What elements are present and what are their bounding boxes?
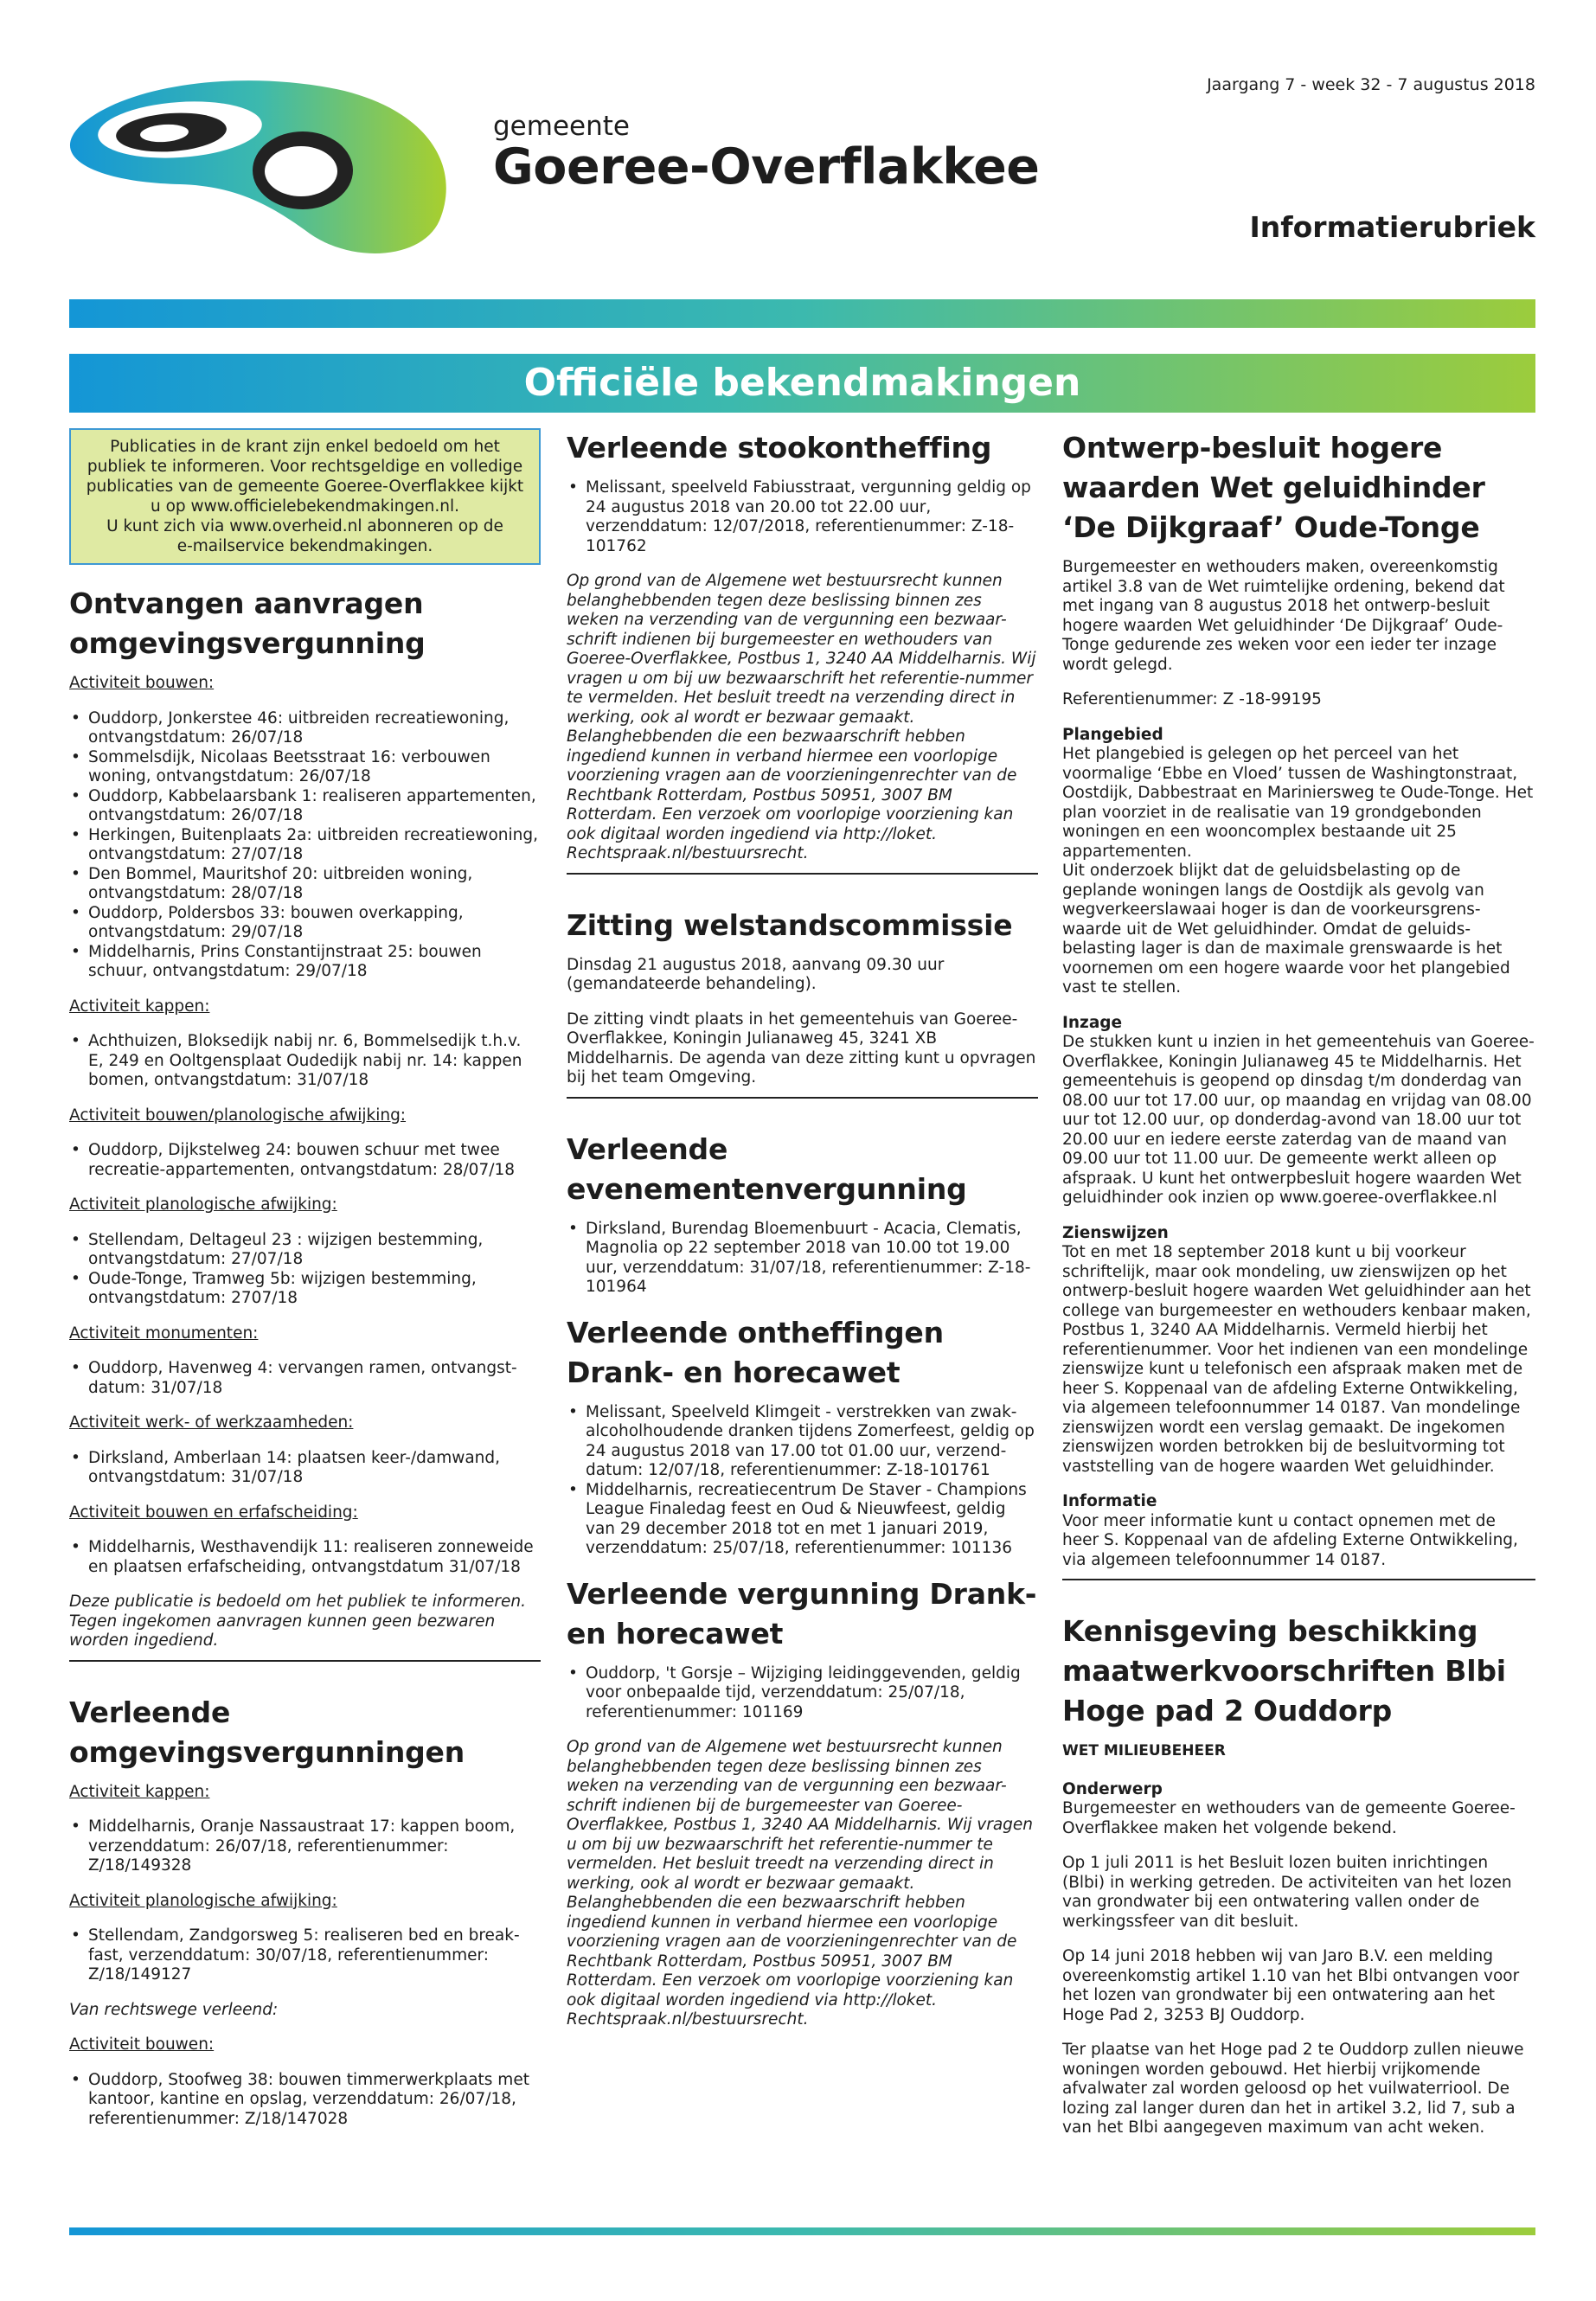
section-title: Ontvangen aanvragen omgevingsvergunning — [69, 586, 426, 660]
notice-line: U kunt zich via www.overheid.nl abonneren op de — [106, 517, 503, 535]
item-list — [69, 1359, 541, 1398]
issue-info: Jaargang 7 - week 32 - 7 augustus 2018 — [1207, 75, 1535, 94]
item-list — [567, 1403, 1038, 1559]
list-item: • Herkingen, Buitenplaats 2a: uitbreiden recreatiewoning, ontvangstdatum: 27/07/18 — [69, 826, 541, 865]
group-label: Activiteit bouwen en erfafscheiding: — [69, 1503, 358, 1522]
section-title: Ontwerp-besluit hogere waarden Wet geluidhinder ‘De Dijkgraaf’ Oude-Tonge — [1062, 431, 1485, 544]
item-list — [69, 1538, 541, 1577]
paragraph: De stukken kunt u inzien in het gemeentehuis van Goeree-Overflakkee, Koningin Julianaweg 45 te Middelharnis. Het gemeentehuis is geopend op dinsdag t/m donderdag van 08.00 uur tot 17.00 uur, op maandag en vrijdag van 08.00 uur tot 12.00 uur, op donderdag-avond van 18.00 uur tot 20.00 uur en iedere eerste zaterdag van de maand van 09.00 uur tot 11.00 uur. De gemeente werkt alleen op afspraak. U kunt het ontwerpbesluit hogere waarden Wet geluidhinder ook inzien op www.goeree-overflakkee.nl — [1062, 1033, 1535, 1207]
list-item: • Ouddorp, Havenweg 4: vervangen ramen, ontvangst-datum: 31/07/18 — [69, 1359, 541, 1398]
item-list — [567, 1220, 1038, 1298]
paragraph: Dinsdag 21 augustus 2018, aanvang 09.30 uur (gemandateerde behandeling). — [567, 955, 945, 993]
group-label: Activiteit bouwen/planologische afwijking: — [69, 1106, 407, 1125]
item-list — [69, 709, 541, 982]
item-list — [69, 2071, 541, 2130]
list-item: • Melissant, Speelveld Klimgeit - verstrekken van zwak-alcoholhoudende dranken tijdens Zomerfeest, geldig op 24 augustus 2018 van 17.00 tot 01.00 uur, verzend-datum: 12/07/18, referentienummer: Z-18-101761 — [567, 1403, 1038, 1481]
paragraph: Burgemeester en wethouders van de gemeente Goeree-Overflakkee maken het volgende bekend. — [1062, 1799, 1516, 1837]
list-item: • Achthuizen, Bloksedijk nabij nr. 6, Bommelsedijk t.h.v. E, 249 en Ooltgensplaat Oudedijk nabij nr. 14: kappen bomen, ontvangstdatum: 31/07/18 — [69, 1032, 541, 1091]
notice-box — [69, 428, 541, 565]
paragraph: Het plangebied is gelegen op het perceel van het voormalige ‘Ebbe en Vloed’ tussen de Washingtonstraat, Oostdijk, Dabbestraat en Mariniersweg te Oude-Tonge. Het plan voorziet in de realisatie van 19 grondgebonden woningen en een wooncomplex bestaande uit 25 appartementen. — [1062, 745, 1534, 861]
banner-title: Officiële bekendmakingen — [523, 361, 1081, 405]
list-item: • Sommelsdijk, Nicolaas Beetsstraat 16: verbouwen woning, ontvangstdatum: 26/07/18 — [69, 748, 541, 787]
list-item: • Middelharnis, recreatiecentrum De Staver - Champions League Finaledag feest en Oud & Nieuwfeest, geldig van 29 december 2018 tot en met 1 januari 2019, verzenddatum: 25/07/18, referentienummer: 101136 — [567, 1481, 1038, 1559]
section-title: Verleende ontheffingen Drank- en horecawet — [567, 1315, 944, 1389]
section-title: Verleende evenementenvergunning — [567, 1131, 967, 1206]
gradient-bar — [69, 299, 1535, 328]
divider — [1062, 1579, 1535, 1580]
group-label: Activiteit werk- of werkzaamheden: — [69, 1413, 354, 1432]
divider — [567, 1097, 1038, 1099]
section-title: Verleende omgevingsvergunningen — [69, 1695, 465, 1769]
list-item: • Middelharnis, Westhavendijk 11: realiseren zonneweide en plaatsen erfafscheiding, ontvangstdatum 31/07/18 — [69, 1538, 541, 1577]
subheading: Zienswijzen — [1062, 1223, 1169, 1242]
rechtswege-label: Van rechtswege verleend: — [69, 2000, 279, 2019]
brand-prefix: gemeente — [493, 111, 630, 142]
paragraph: Op 1 juli 2011 is het Besluit lozen buiten inrichtingen (Blbi) in werking getreden. De activiteiten van het lozen van grondwater bij een ontwatering vallen onder de werkingssfeer van dit besluit. — [1062, 1854, 1512, 1931]
item-list — [69, 1817, 541, 1876]
rubriek-title: Informatierubriek — [1249, 210, 1535, 244]
notice-line: publicaties van de gemeente Goeree-Overflakkee kijkt — [86, 478, 524, 496]
list-item: • Ouddorp, Dijkstelweg 24: bouwen schuur met twee recreatie-appartementen, ontvangstdatum: 28/07/18 — [69, 1141, 541, 1180]
gemeente-logo — [67, 74, 457, 260]
list-item: • Dirksland, Amberlaan 14: plaatsen keer-/damwand, ontvangstdatum: 31/07/18 — [69, 1449, 541, 1488]
subheading: Plangebied — [1062, 725, 1163, 744]
item-list — [69, 1231, 541, 1309]
section-title: Zitting welstandscommissie — [567, 907, 1013, 942]
bezwaar-text: Op grond van de Algemene wet bestuursrecht kunnen belanghebbenden tegen deze beslissing binnen zes weken na verzending van de vergunning een bezwaar-schrift indienen bij de burgemeester van Goeree-Overflakkee, Postbus 1, 3240 AA Middelharnis. Wij vragen u om bij uw bezwaarschrift het referentie-nummer te vermelden. Het besluit treedt na verzending direct in werking, ook al wordt er bezwaar gemaakt. Belanghebbenden die een bezwaarschrift hebben ingediend kunnen in verband hiermee een voorlopige voorziening vragen aan de voorzieningenrechter van de Rechtbank Rotterdam, Postbus 50951, 3007 BM Rotterdam. Een verzoek om voorlopige voorziening kan ook digitaal worden ingediend via http://loket. Rechtspraak.nl/bestuursrecht. — [567, 1738, 1034, 2029]
paragraph: Ter plaatse van het Hoge pad 2 te Ouddorp zullen nieuwe woningen worden gebouwd. Het hierbij vrijkomende afvalwater zal worden geloosd op het vuilwaterriool. De lozing zal langer duren dan het in artikel 3.2, lid 7, sub a van het Blbi aangegeven maximum van acht weken. — [1062, 2041, 1524, 2137]
column-2 — [567, 428, 1038, 2046]
list-item: • Middelharnis, Oranje Nassaustraat 17: kappen boom, verzenddatum: 26/07/18, referentienummer: Z/18/149328 — [69, 1817, 541, 1876]
notice-line: Publicaties in de krant zijn enkel bedoeld om het — [110, 438, 500, 456]
divider — [69, 1660, 541, 1662]
list-item: • Ouddorp, Kabbelaarsbank 1: realiseren appartementen, ontvangstdatum: 26/07/18 — [69, 787, 541, 826]
law-label: WET MILIEUBEHEER — [1062, 1742, 1226, 1759]
paragraph: De zitting vindt plaats in het gemeentehuis van Goeree-Overflakkee, Koningin Julianaweg 45, 3241 XB Middelharnis. De agenda van deze zitting kunt u opvragen bij het team Omgeving. — [567, 1009, 1036, 1086]
paragraph: Uit onderzoek blijkt dat de geluidsbelasting op de geplande woningen langs de Oostdijk als gevolg van wegverkeerslawaai hoger is dan de voorkeursgrens-waarde uit de Wet geluidhinder. Omdat de geluids-belasting lager is dan de maximale grenswaarde is het voornemen om een hogere waarde voor het plangebied vast te stellen. — [1062, 862, 1510, 997]
list-item: • Ouddorp, Poldersbos 33: bouwen overkapping, ontvangstdatum: 29/07/18 — [69, 904, 541, 943]
paragraph: Tot en met 18 september 2018 kunt u bij voorkeur schriftelijk, maar ook mondeling, uw zienswijzen op het ontwerp-besluit hogere waarden Wet geluidhinder aan het college van burgemeester en wethouders kenbaar maken, Postbus 1, 3240 AA Middelharnis. Vermeld hierbij het referentienummer. Voor het indienen van een mondelinge zienswijze kunt u telefonisch een afspraak maken met de heer S. Koppenaal van de afdeling Externe Ontwikkeling, via algemeen telefoonnummer 14 0187. Van mondelinge zienswijzen wordt een verslag gemaakt. De ingekomen zienswijzen worden betrokken bij de besluitvorming tot vaststelling van de hogere waarden Wet geluidhinder. — [1062, 1243, 1531, 1476]
footer-bar — [69, 2227, 1535, 2235]
item-list — [69, 1141, 541, 1180]
subheading: Inzage — [1062, 1013, 1123, 1032]
list-item: • Ouddorp, 't Gorsje – Wijziging leidinggevenden, geldig voor onbepaalde tijd, verzenddatum: 25/07/18, referentienummer: 101169 — [567, 1664, 1038, 1723]
banner — [69, 354, 1535, 413]
item-list — [69, 1032, 541, 1091]
subheading: Informatie — [1062, 1492, 1157, 1510]
column-3 — [1062, 428, 1535, 2138]
group-label: Activiteit bouwen: — [69, 674, 215, 692]
list-item: • Den Bommel, Mauritshof 20: uitbreiden woning, ontvangstdatum: 28/07/18 — [69, 865, 541, 904]
paragraph: Burgemeester en wethouders maken, overeenkomstig artikel 3.8 van de Wet ruimtelijke ordening, bekend dat met ingang van 8 augustus 2018 het ontwerp-besluit hogere waarden Wet geluidhinder ‘De Dijkgraaf’ Oude-Tonge gedurende zes weken voor een ieder ter inzage wordt gelegd. — [1062, 558, 1505, 674]
group-label: Activiteit kappen: — [69, 1782, 210, 1801]
group-label: Activiteit planologische afwijking: — [69, 1891, 337, 1910]
section-title: Kennisgeving beschikking maatwerkvoorschriften Blbi Hoge pad 2 Ouddorp — [1062, 1614, 1506, 1727]
bezwaar-text: Op grond van de Algemene wet bestuursrecht kunnen belanghebbenden tegen deze beslissing binnen zes weken na verzending van de vergunning een bezwaar-schrift indienen bij burgemeester en wethouders van Goeree-Overflakkee, Postbus 1, 3240 AA Middelharnis. Wij vragen u om bij uw bezwaarschrift het referentie-nummer te vermelden. Het besluit treedt na verzending direct in werking, ook al wordt er bezwaar gemaakt. Belanghebbenden die een bezwaarschrift hebben ingediend kunnen in verband hiermee een voorlopige voorziening vragen aan de voorzieningenrechter van de Rechtbank Rotterdam, Postbus 50951, 3007 BM Rotterdam. Een verzoek om voorlopige voorziening kan ook digitaal worden ingediend via http://loket. Rechtspraak.nl/bestuursrecht. — [567, 572, 1036, 862]
list-item: • Ouddorp, Jonkerstee 46: uitbreiden recreatiewoning, ontvangstdatum: 26/07/18 — [69, 709, 541, 748]
paragraph: Voor meer informatie kunt u contact opnemen met de heer S. Koppenaal van de afdeling Externe Ontwikkeling, via algemeen telefoonnummer 14 0187. — [1062, 1511, 1518, 1569]
disclaimer-note: Deze publicatie is bedoeld om het publiek te informeren. Tegen ingekomen aanvragen kunnen geen bezwaren worden ingediend. — [69, 1593, 526, 1650]
group-label: Activiteit monumenten: — [69, 1324, 259, 1343]
list-item: • Oude-Tonge, Tramweg 5b: wijzigen bestemming, ontvangstdatum: 2707/18 — [69, 1270, 541, 1309]
item-list — [567, 1664, 1038, 1723]
notice-line: e-mailservice bekendmakingen. — [176, 537, 433, 555]
item-list — [567, 478, 1038, 556]
group-label: Activiteit bouwen: — [69, 2035, 215, 2054]
section-title: Verleende stookontheffing — [567, 431, 992, 465]
item-list — [69, 1926, 541, 1985]
list-item: • Ouddorp, Stoofweg 38: bouwen timmerwerkplaats met kantoor, kantine en opslag, verzenddatum: 26/07/18, referentienummer: Z/18/147028 — [69, 2071, 541, 2130]
notice-line: u op www.officielebekendmakingen.nl. — [151, 497, 459, 516]
section-title: Verleende vergunning Drank- en horecawet — [567, 1576, 1037, 1650]
list-item: • Stellendam, Deltageul 23 : wijzigen bestemming, ontvangstdatum: 27/07/18 — [69, 1231, 541, 1270]
paragraph: Op 14 juni 2018 hebben wij van Jaro B.V. een melding overeenkomstig artikel 1.10 van het Blbi ontvangen voor het lozen van grondwater bij een ontwatering aan het Hoge Pad 2, 3253 BJ Ouddorp. — [1062, 1947, 1520, 2024]
column-1 — [69, 428, 541, 2144]
list-item: • Dirksland, Burendag Bloemenbuurt - Acacia, Clematis, Magnolia op 22 september 2018 van 10.00 tot 19.00 uur, verzenddatum: 31/07/18, referentienummer: Z-18-101964 — [567, 1220, 1038, 1298]
reference-number: Referentienummer: Z -18-99195 — [1062, 690, 1322, 708]
brand-name: Goeree-Overflakkee — [493, 138, 1040, 195]
list-item: • Stellendam, Zandgorsweg 5: realiseren bed en break-fast, verzenddatum: 30/07/18, referentienummer: Z/18/149127 — [69, 1926, 541, 1985]
group-label: Activiteit kappen: — [69, 997, 210, 1016]
notice-line: publiek te informeren. Voor rechtsgeldige en volledige — [87, 458, 523, 476]
item-list — [69, 1449, 541, 1488]
group-label: Activiteit planologische afwijking: — [69, 1195, 337, 1214]
divider — [567, 873, 1038, 875]
list-item: • Middelharnis, Prins Constantijnstraat 25: bouwen schuur, ontvangstdatum: 29/07/18 — [69, 943, 541, 982]
subheading: Onderwerp — [1062, 1779, 1163, 1798]
list-item: • Melissant, speelveld Fabiusstraat, vergunning geldig op 24 augustus 2018 van 20.00 tot 22.00 uur, verzenddatum: 12/07/2018, referentienummer: Z-18-101762 — [567, 478, 1038, 556]
